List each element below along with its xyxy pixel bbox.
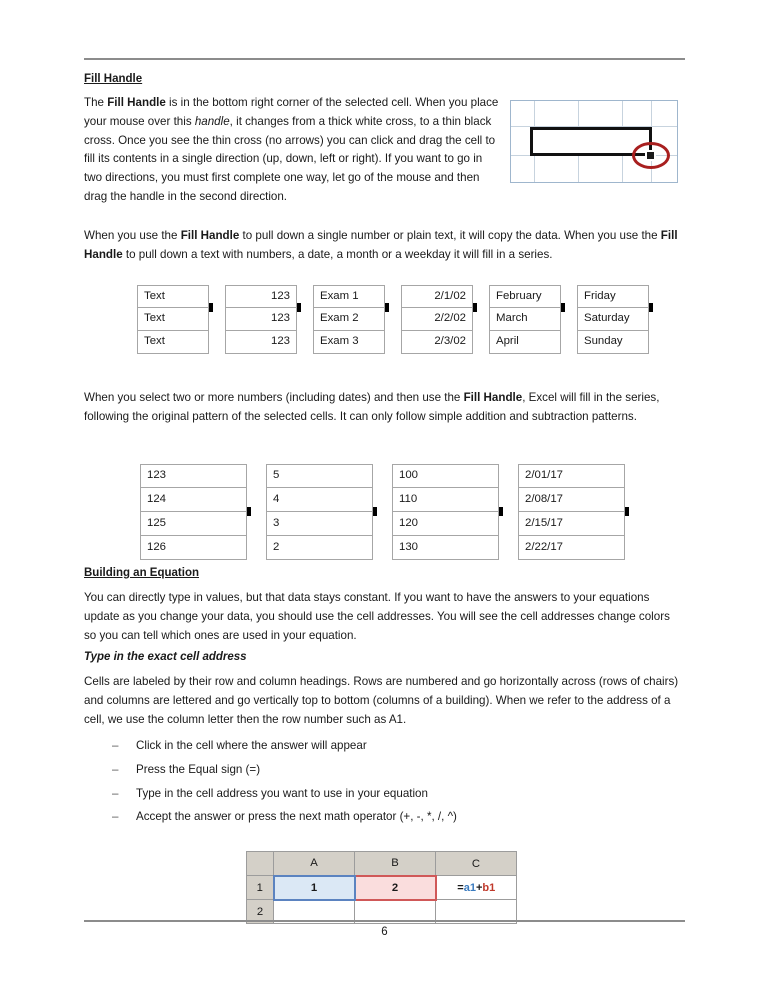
subheading-type-exact-cell-address: Type in the exact cell address <box>84 651 247 663</box>
example-cell[interactable]: 125 <box>140 512 247 536</box>
header-rule <box>84 58 685 60</box>
example-cell[interactable]: Sunday <box>577 331 649 354</box>
column-header-b[interactable]: B <box>355 852 436 876</box>
example-cell[interactable]: 120 <box>392 512 499 536</box>
example-column <box>137 285 209 354</box>
equation-step-item <box>84 737 685 756</box>
example-cell[interactable]: 2/1/02 <box>401 285 473 308</box>
dash-bullet-icon: – <box>112 762 119 776</box>
paragraph-fill-handle-2 <box>84 227 685 265</box>
fill-handle-p3-part-0: When you select two or more numbers (including dates) and then use the <box>84 391 464 404</box>
fill-handle-p1-part-0: The <box>84 96 108 109</box>
example-column <box>401 285 473 354</box>
example-cell[interactable]: Exam 2 <box>313 308 385 331</box>
fill-handle-p1-part-2: is in the bottom right corner of the selected cell. When you place your mouse over this <box>84 96 499 128</box>
fill-handle-p2-part-4: to pull down a text with numbers, a date, a month or a weekday it will fill in a series. <box>122 247 553 261</box>
example-cell[interactable]: 123 <box>225 331 297 354</box>
excel-fill-handle-screenshot <box>510 100 678 183</box>
equation-step-item <box>84 808 685 827</box>
example-cell[interactable]: March <box>489 308 561 331</box>
fill-handle-p2-part-3: Fill Handle <box>84 229 678 261</box>
equation-step-label: Type in the cell address you want to use in your equation <box>136 786 428 800</box>
example-column <box>577 285 649 354</box>
example-cell[interactable]: 123 <box>225 308 297 331</box>
example-column <box>140 464 247 560</box>
example-cell[interactable]: 3 <box>266 512 373 536</box>
fill-handle-example-table-1 <box>137 285 657 355</box>
example-cell[interactable]: 2/01/17 <box>518 464 625 488</box>
example-cell[interactable]: Exam 1 <box>313 285 385 308</box>
example-cell[interactable]: Friday <box>577 285 649 308</box>
example-cell[interactable]: 2/08/17 <box>518 488 625 512</box>
example-column <box>392 464 499 560</box>
equation-steps-list <box>84 737 685 827</box>
example-cell[interactable]: Saturday <box>577 308 649 331</box>
fill-handle-p1-part-4: , it changes from a thick white cross, to a thin black cross. Once you see the thin cross (no arrows) you can click and drag the cell to fill its contents in a single direction (up, down, left or right). If you want to go in two directions, you must first complete one way, let go of the mouse and then drag the handle in the second direction. <box>84 114 496 203</box>
fill-handle-p1-part-1: Fill Handle <box>107 96 166 109</box>
example-cell[interactable]: 130 <box>392 536 499 560</box>
fill-handle-p2-part-2: to pull down a single number or plain text, it will copy the data. When you use the <box>239 229 661 242</box>
formula-ref-a1: a1 <box>463 881 476 894</box>
fill-handle-example-table-2 <box>140 464 632 560</box>
paragraph-fill-handle-3 <box>84 389 685 427</box>
dash-bullet-icon: – <box>112 810 119 824</box>
example-column <box>518 464 625 560</box>
example-column <box>489 285 561 354</box>
cell-a1[interactable]: 1 <box>274 876 355 900</box>
example-cell[interactable]: 124 <box>140 488 247 512</box>
example-column <box>313 285 385 354</box>
example-cell[interactable]: 2/3/02 <box>401 331 473 354</box>
example-cell[interactable]: 2/22/17 <box>518 536 625 560</box>
fill-handle-p2-part-0: When you use the <box>84 229 181 242</box>
footer-rule <box>84 920 685 922</box>
fill-handle-icon <box>645 150 656 161</box>
equation-step-label: Accept the answer or press the next math operator (+, -, *, /, ^) <box>136 810 457 824</box>
example-column <box>225 285 297 354</box>
paragraph-building-equation-2: Cells are labeled by their row and column headings. Rows are numbered and go horizontally across (rows of chairs) and columns are lettered and go vertically top to bottom (columns of a building). When we refer to the address of a cell, we use the column letter then the row number such as A1. <box>84 675 679 726</box>
example-cell[interactable]: Exam 3 <box>313 331 385 354</box>
table-row <box>247 876 517 900</box>
section-heading-fill-handle: Fill Handle <box>84 73 143 85</box>
example-cell[interactable]: 5 <box>266 464 373 488</box>
example-cell[interactable]: 123 <box>140 464 247 488</box>
example-cell[interactable]: February <box>489 285 561 308</box>
row-header-1[interactable]: 1 <box>247 876 274 900</box>
formula-operator: + <box>475 881 483 894</box>
fill-handle-p3-part-2: , Excel will fill in the series, following the original pattern of the selected cells. It can only follow simple addition and subtraction patterns. <box>84 391 660 423</box>
example-cell[interactable]: 2/2/02 <box>401 308 473 331</box>
example-cell[interactable]: 110 <box>392 488 499 512</box>
equation-step-item <box>84 761 685 780</box>
example-cell[interactable]: 2 <box>266 536 373 560</box>
sheet-corner-cell <box>247 852 274 876</box>
equation-step-item <box>84 785 685 804</box>
example-cell[interactable]: Text <box>137 285 209 308</box>
equation-step-label: Press the Equal sign (=) <box>136 762 261 776</box>
row-header-2[interactable]: 2 <box>247 900 274 924</box>
example-cell[interactable]: 100 <box>392 464 499 488</box>
example-cell[interactable]: 126 <box>140 536 247 560</box>
fill-handle-p1-part-3: handle <box>194 114 230 128</box>
page-number: 6 <box>381 926 388 938</box>
example-cell[interactable]: April <box>489 331 561 354</box>
example-cell[interactable]: Text <box>137 308 209 331</box>
example-cell[interactable]: Text <box>137 331 209 354</box>
formula-ref-b1: b1 <box>482 881 496 894</box>
example-cell[interactable]: 123 <box>225 285 297 308</box>
fill-handle-p3-part-1: Fill Handle <box>463 391 523 404</box>
dash-bullet-icon: – <box>112 786 119 800</box>
paragraph-fill-handle-1 <box>84 94 502 207</box>
section-heading-building-an-equation: Building an Equation <box>84 567 199 579</box>
cell-c1[interactable] <box>436 876 517 900</box>
dash-bullet-icon: – <box>112 739 119 752</box>
paragraph-building-equation-1: You can directly type in values, but that data stays constant. If you want to have the answers to your equations update as you change your data, you should use the cell addresses. You will see the cell addresses change colors so you can tell which ones are used in your equation. <box>84 591 670 642</box>
example-cell[interactable]: 4 <box>266 488 373 512</box>
fill-handle-p2-part-1: Fill Handle <box>180 229 240 242</box>
table-row-header <box>247 852 517 876</box>
equation-step-label: Click in the cell where the answer will appear <box>136 739 367 752</box>
column-header-a[interactable]: A <box>274 852 355 876</box>
column-header-c[interactable]: C <box>436 852 517 876</box>
example-cell[interactable]: 2/15/17 <box>518 512 625 536</box>
example-column <box>266 464 373 560</box>
formula-equals: = <box>457 881 464 894</box>
cell-b1[interactable]: 2 <box>355 876 436 900</box>
mini-spreadsheet <box>246 851 517 924</box>
